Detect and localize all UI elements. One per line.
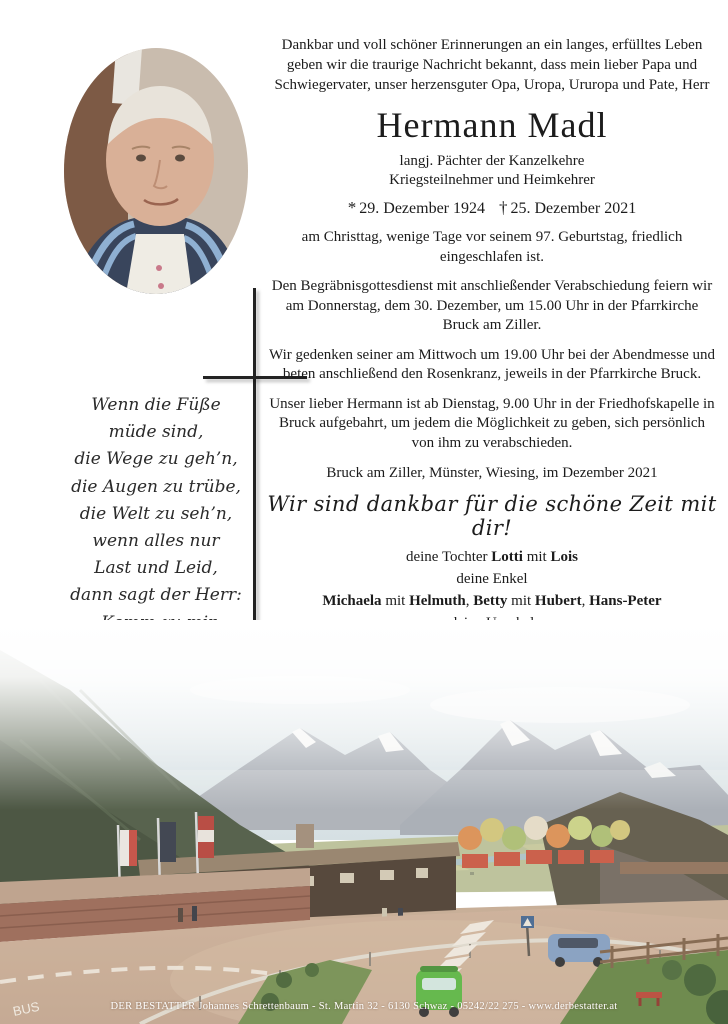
family-member-name: Michaela	[322, 593, 382, 610]
subtitle-line: langj. Pächter der Kanzelkehre	[399, 152, 585, 169]
announcement-paragraph: Unser lieber Hermann ist ab Dienstag, 9.00 Uhr in der Friedhofskapelle in Bruck aufgebahrt, um jedem die Möglichkeit zu geben, sich persönlich von ihm zu verabschieden.	[269, 395, 715, 451]
poem-line: dann sagt der Herr:	[70, 585, 242, 606]
family-member-name: Hans-Peter	[589, 593, 662, 610]
closing-line: Bruck am Ziller, Münster, Wiesing, im Dezember 2021	[326, 465, 658, 482]
death-date: 25. Dezember 2021	[510, 200, 637, 218]
deceased-name: Hermann Madl	[376, 104, 608, 145]
intro-text: Dankbar und voll schöner Erinnerungen an ein langes, erfülltes Leben geben wir die traurige Nachricht bekannt, dass mein lieber Papa und Schwiegervater, unser herzensguter Opa, Uropa, Ururopa und Pate, Herr	[274, 37, 710, 93]
funeral-home-footer: DER BESTATTER Johannes Schrettenbaum - St. Martin 32 - 6130 Schwaz - 05242/22 275 - www.derbestatter.at	[110, 1001, 618, 1012]
family-member-name: Hubert	[534, 593, 582, 610]
family-member-name: Betty	[473, 593, 508, 610]
family-relation-text: mit	[522, 549, 551, 566]
landscape-photo	[0, 620, 728, 1024]
poem-line: die Welt zu seh’n,	[79, 503, 233, 524]
button	[156, 265, 162, 271]
announcement-paragraph: Den Begräbnisgottesdienst mit anschließender Verabschiedung feiern wir am Donnerstag, dem 30. Dezember, um 15.00 Uhr in der Pfarrkirche Bruck am Ziller.	[271, 278, 713, 334]
poem-line: Last und Leid,	[94, 558, 218, 579]
announcement-paragraphs	[266, 228, 718, 453]
family-line	[266, 592, 718, 611]
portrait-photo	[64, 48, 248, 294]
eye	[175, 155, 185, 162]
family-line	[266, 548, 718, 567]
portrait-illustration	[64, 48, 248, 294]
family-relation-text: mit	[381, 593, 410, 610]
family-relation-text: deine Tochter	[405, 549, 492, 566]
life-dates	[266, 198, 718, 218]
announcement-paragraph: Wir gedenken seiner am Mittwoch um 19.00 Uhr bei der Abendmesse und beten anschließend den Rosenkranz, jeweils in der Pfarrkirche Bruck.	[269, 346, 715, 383]
poem-line: müde sind,	[108, 422, 204, 443]
poem-line: die Wege zu geh’n,	[74, 449, 238, 470]
photo-top-fade	[0, 620, 728, 810]
poem-line: wenn alles nur	[92, 530, 220, 551]
subtitle-line: Kriegsteilnehmer und Heimkehrer	[389, 171, 595, 188]
poem-line: Wenn die Füße	[91, 395, 221, 415]
family-member-name: Lotti	[491, 549, 523, 566]
family-member-name: Helmuth	[409, 593, 466, 610]
button	[158, 283, 164, 289]
bus-road-marking: BUS	[11, 998, 41, 1019]
announcement-paragraph: am Christtag, wenige Tage vor seinem 97. Geburtstag, friedlich eingeschlafen ist.	[301, 229, 683, 265]
eye	[136, 155, 146, 162]
family-relation-text: mit	[507, 593, 535, 610]
family-member-name: Lois	[550, 549, 578, 566]
birth-date: 29. Dezember 1924	[359, 200, 485, 218]
death-symbol-icon: †	[499, 198, 508, 218]
gratitude-headline: Wir sind dankbar für die schöne Zeit mit dir!	[267, 492, 717, 541]
poem-line: die Augen zu trübe,	[71, 476, 241, 497]
family-relation-text: ,	[581, 593, 590, 610]
subtitles	[266, 152, 718, 190]
family-line	[266, 570, 718, 589]
family-relation-text: ,	[465, 593, 474, 610]
family-relation-text: deine Enkel	[456, 571, 528, 588]
birth-symbol-icon: *	[347, 198, 357, 218]
